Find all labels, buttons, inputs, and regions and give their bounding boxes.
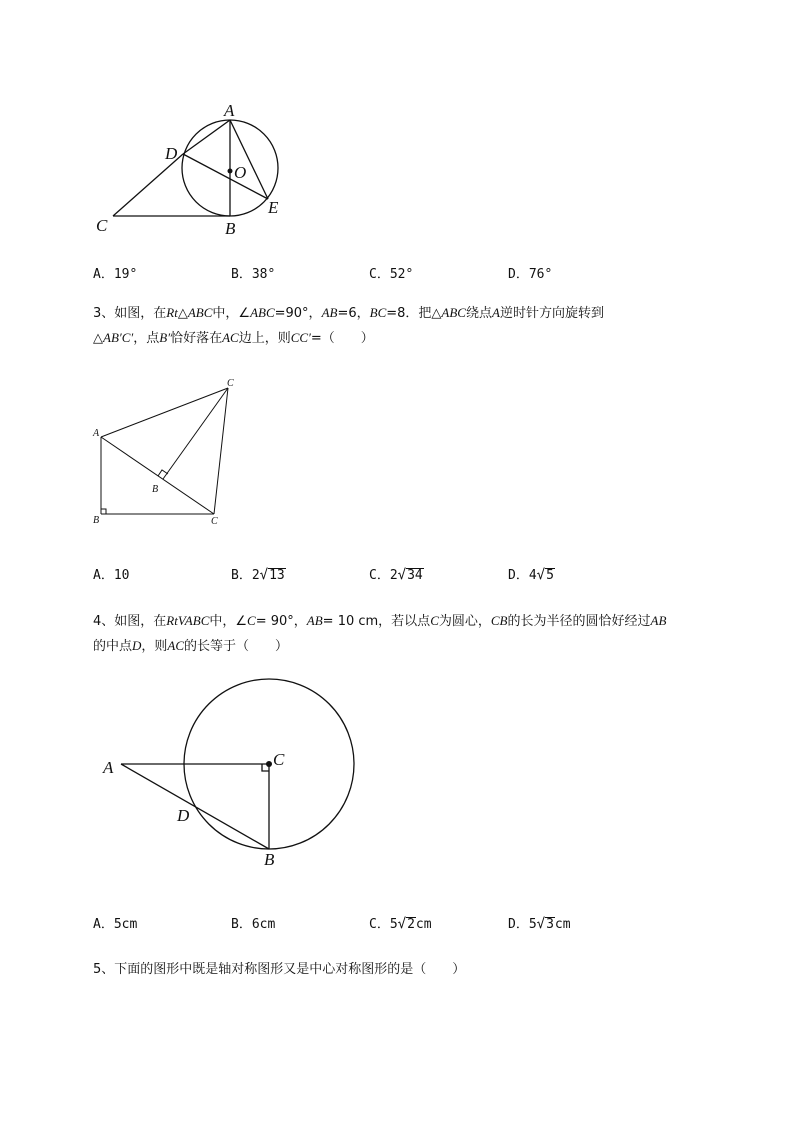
q4-option-c-radicand: 2 — [407, 917, 415, 932]
fig2-label-cp: C — [227, 378, 234, 389]
q4-t4: = 10 cm，若以点 — [322, 614, 431, 629]
q4-d: D — [132, 638, 142, 653]
q4-c: C — [247, 613, 256, 628]
q4-ab: AB — [306, 613, 323, 628]
fig3-label-b: B — [264, 850, 275, 869]
fig1-label-o: O — [234, 163, 247, 182]
q3-t3: 中，∠ — [212, 306, 251, 321]
q3-option-d-radicand: 5 — [546, 568, 554, 583]
q4-rt: RtVABC — [166, 613, 210, 628]
q3-ccp: CC′ — [290, 330, 311, 345]
q3-t2: △ — [177, 306, 188, 321]
q4-c2: C — [430, 613, 439, 628]
q2-option-a[interactable]: A．19° — [93, 267, 138, 282]
fig2-label-a: A — [93, 428, 100, 439]
q5-text: 5、下面的图形中既是轴对称图形又是中心对称图形的是（ ） — [93, 962, 466, 977]
q4-cb: CB — [490, 613, 508, 628]
q3-option-c-radicand: 34 — [407, 568, 423, 583]
fig2-label-c: C — [211, 516, 218, 527]
q4-option-c-coef: C．5 — [369, 917, 398, 932]
fig1-label-a: A — [224, 101, 235, 120]
fig1-label-e: E — [268, 198, 279, 217]
q3-bp: B′ — [159, 330, 171, 345]
q3-abc: ABC — [187, 305, 213, 320]
q3-a: A — [492, 305, 500, 320]
q4-t6: 的长为半径的圆恰好经过 — [507, 614, 651, 629]
q3-option-a[interactable]: A．10 — [93, 568, 130, 583]
q3-t10: ，点 — [133, 331, 160, 346]
q3-rt: Rt — [166, 305, 178, 320]
fig3-label-c: C — [273, 750, 285, 769]
q3-abc2: ABC — [250, 305, 275, 320]
q2-option-c[interactable]: C．52° — [369, 267, 414, 282]
q3-ab: AB — [321, 305, 338, 320]
q3-ac: AC — [222, 330, 239, 345]
fig2-label-bp: B — [152, 484, 159, 495]
fig3-label-d: D — [177, 806, 190, 825]
q3-t6: =8．把△ — [386, 306, 442, 321]
q4-option-d-radicand: 3 — [546, 917, 554, 932]
q4-option-a[interactable]: A．5cm — [93, 917, 138, 932]
q3-option-d-coef: D．4 — [508, 568, 537, 583]
q3-option-c-coef: C．2 — [369, 568, 398, 583]
q4-option-c[interactable] — [369, 913, 432, 932]
q4-option-d-unit: cm — [554, 917, 571, 932]
sqrt-icon: √ — [397, 916, 407, 932]
q4-t7: 的中点 — [93, 639, 133, 654]
q3-t9: △ — [93, 331, 103, 346]
q3-t1: 3、如图，在 — [93, 306, 167, 321]
q3-t7: 绕点 — [465, 306, 492, 321]
q4-t5: 为圆心， — [438, 614, 491, 629]
q4-t1: 4、如图，在 — [93, 614, 167, 629]
fig1-label-c: C — [96, 216, 108, 235]
q3-bc: BC — [369, 305, 387, 320]
q3-t5: =6， — [337, 306, 370, 321]
q4-t2: 中，∠ — [209, 614, 248, 629]
sqrt-icon: √ — [397, 567, 407, 583]
q3-abc4: AB′C′ — [103, 330, 134, 345]
q2-option-b[interactable]: B．38° — [231, 267, 276, 282]
q4-option-c-unit: cm — [415, 917, 432, 932]
q3-t13: =（ ） — [310, 331, 374, 346]
sqrt-icon: √ — [536, 916, 546, 932]
q2-option-d[interactable]: D．76° — [508, 267, 553, 282]
q3-t12: 边上，则 — [238, 331, 291, 346]
q3-t11: 恰好落在 — [170, 331, 223, 346]
q4-ac: AC — [167, 638, 185, 653]
q3-option-b-coef: B．2 — [231, 568, 260, 583]
sqrt-icon: √ — [259, 567, 269, 583]
q4-option-d[interactable] — [508, 913, 571, 932]
q3-t4: =90°， — [274, 306, 322, 321]
q4-option-d-coef: D．5 — [508, 917, 537, 932]
fig3-label-a: A — [103, 758, 114, 777]
q3-abc3: ABC — [441, 305, 466, 320]
q4-t9: 的长等于（ ） — [184, 639, 289, 654]
sqrt-icon: √ — [536, 567, 546, 583]
q4-t8: ，则 — [141, 639, 168, 654]
q4-option-b[interactable]: B．6cm — [231, 917, 276, 932]
q4-t3: = 90°， — [255, 614, 307, 629]
fig2-label-b: B — [93, 515, 100, 526]
fig1-label-d: D — [165, 144, 178, 163]
q3-t8: 逆时针方向旋转到 — [499, 306, 604, 321]
q3-option-b-radicand: 13 — [269, 568, 285, 583]
fig1-label-b: B — [225, 219, 236, 238]
q4-ab2: AB — [650, 613, 667, 628]
